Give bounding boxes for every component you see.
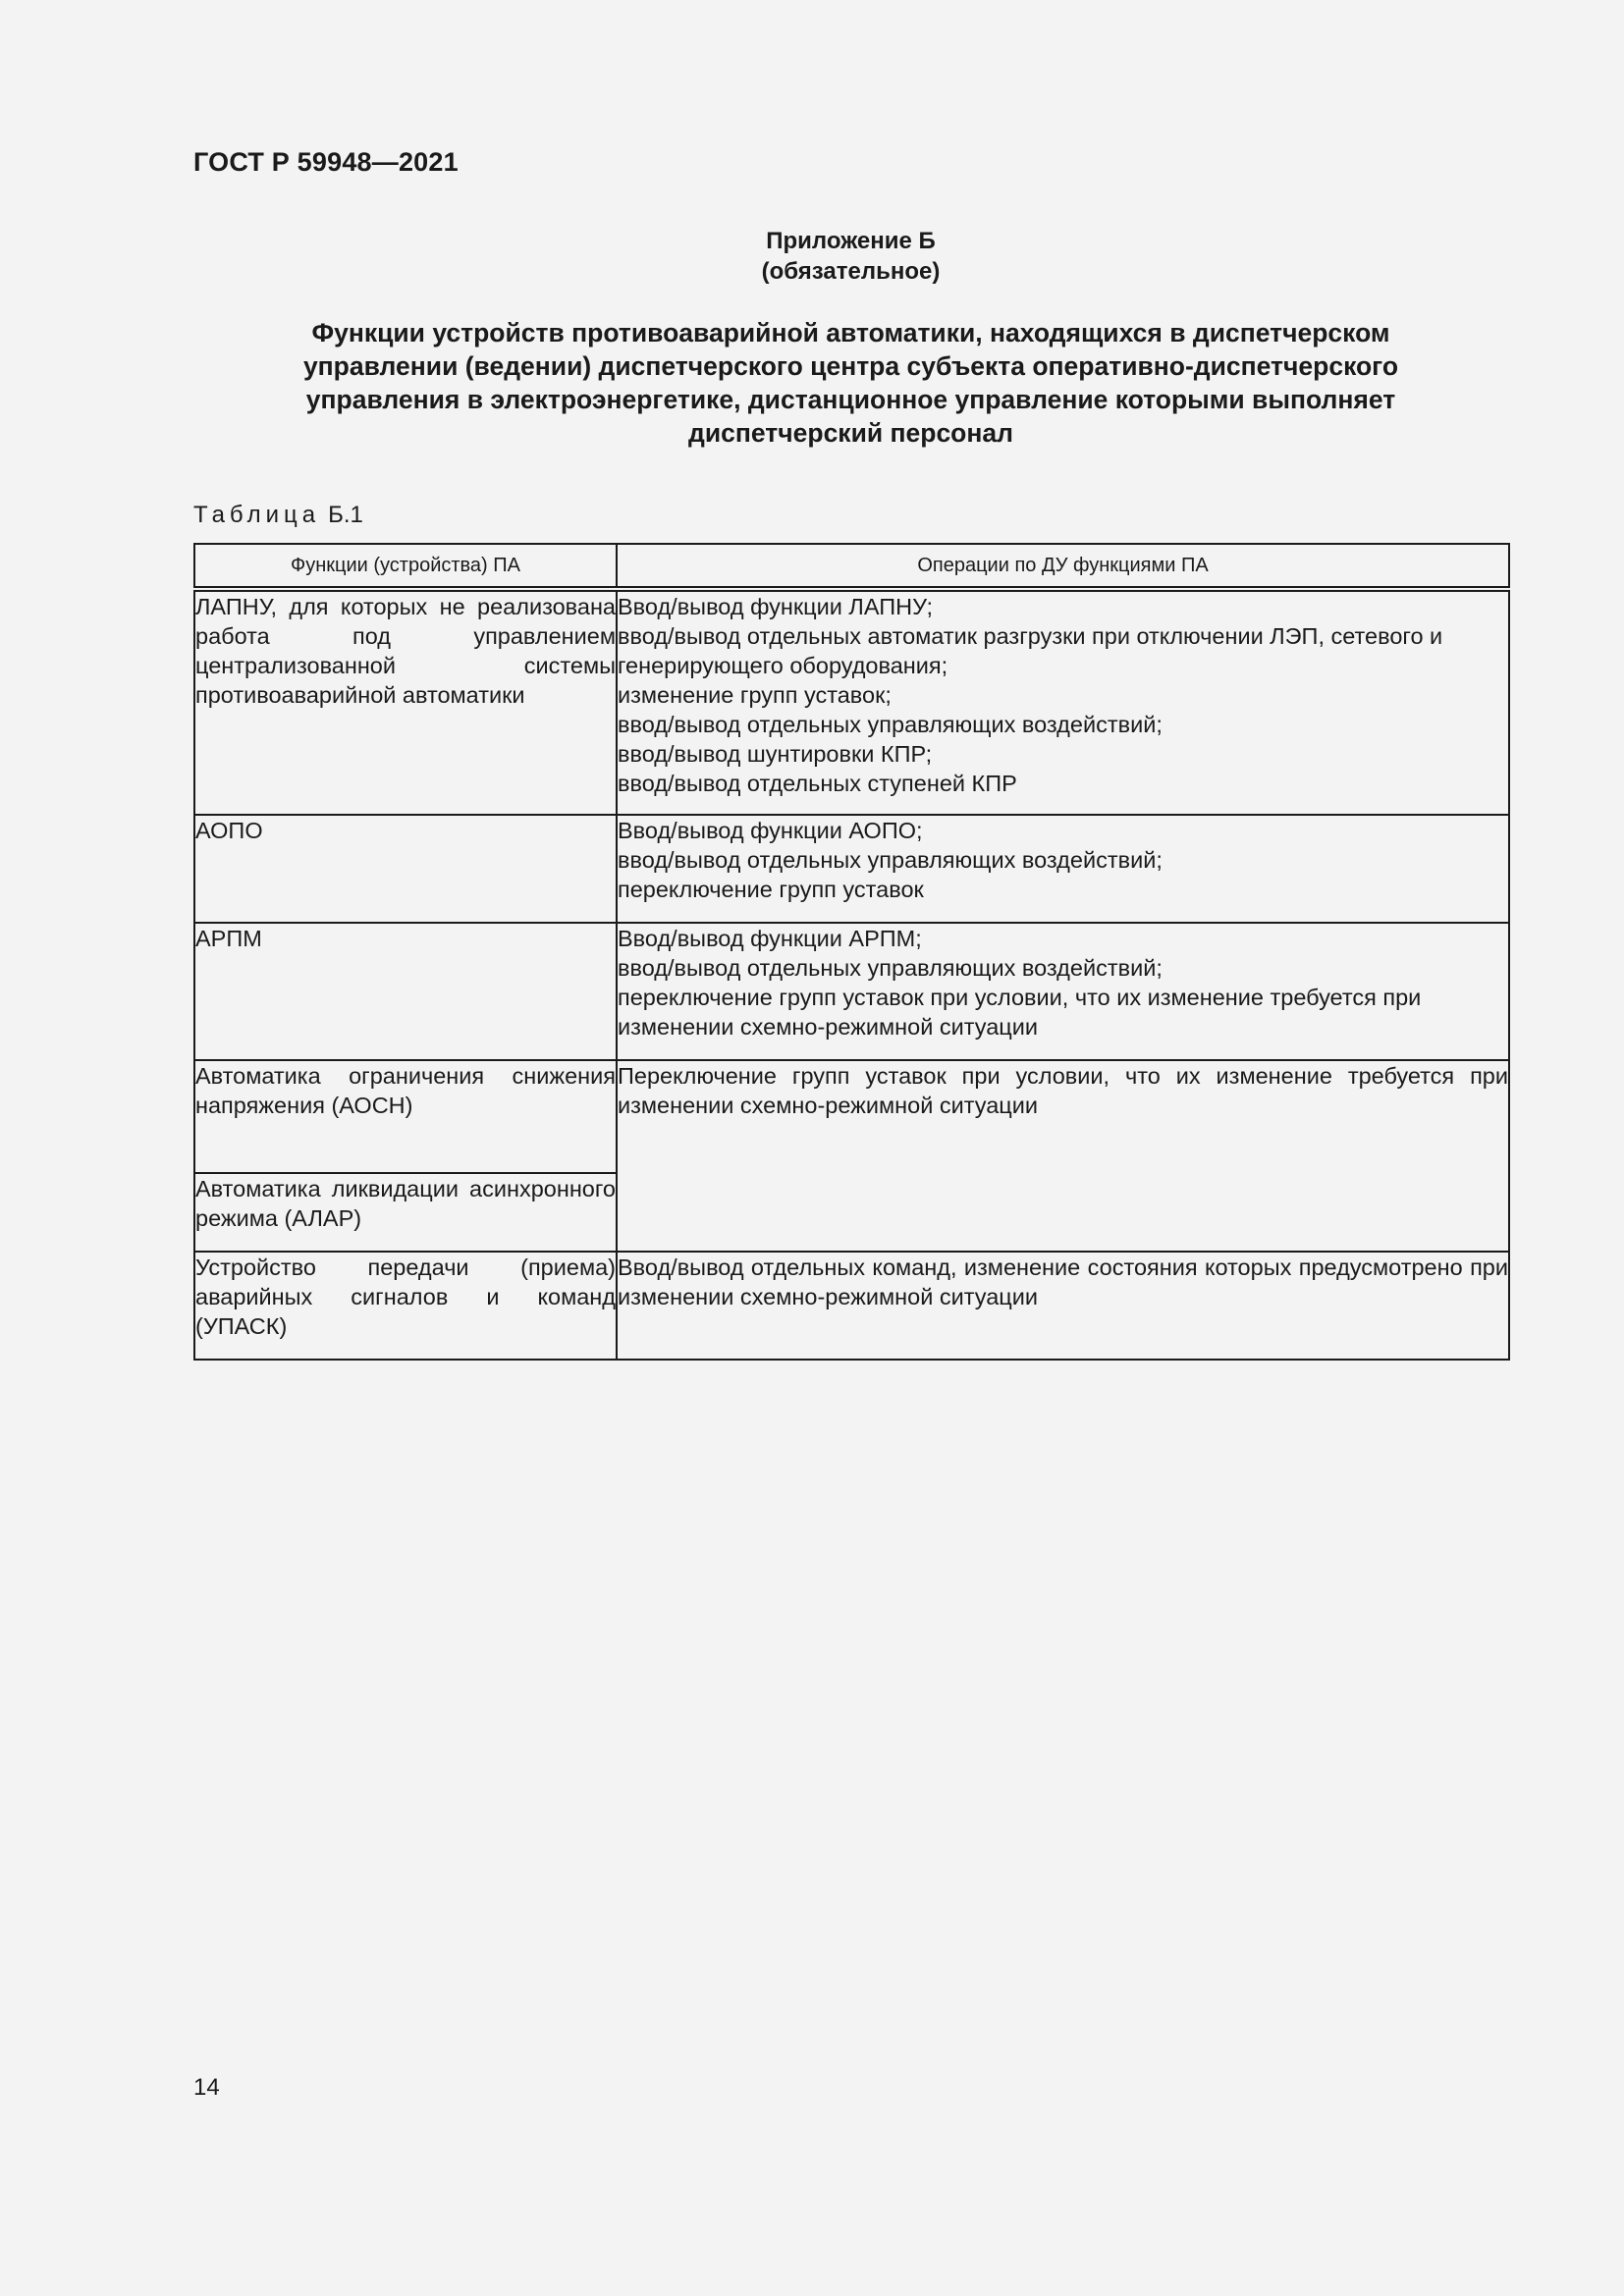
operation-item: переключение групп уставок при условии, что их изменение требуется при изменении схемно-режимной ситуации [618,985,1422,1040]
table-caption [193,502,363,529]
table-row [194,815,1509,923]
heading-line: Функции устройств противоаварийной автоматики, находящихся в диспетчерском [311,318,1390,347]
heading-line: управлении (ведении) диспетчерского центра субъекта оперативно-диспетчерского [302,351,1399,381]
appendix-status: (обязательное) [761,258,941,285]
table-row [194,589,1509,815]
header-functions: Функции (устройства) ПА [194,544,617,589]
table-row [194,1060,1509,1173]
function-cell: Устройство передачи (приема) аварийных сигналов и команд (УПАСК) [194,1252,617,1360]
function-cell: ЛАПНУ, для которых не реализована работа под управлением централизованной системы противоаварийной автоматики [194,589,617,815]
function-cell: АРПМ [194,923,617,1060]
heading-line: управления в электроэнергетике, дистанционное управление которыми выполняет [305,385,1396,414]
appendix-title [0,226,1624,287]
operations-cell [617,923,1509,1060]
table-row [194,1252,1509,1360]
operation-item: ввод/вывод отдельных ступеней КПР [618,771,1017,796]
operation-item: Ввод/вывод функции АОПО; [618,818,923,843]
appendix-heading [245,316,1456,450]
operation-item: Ввод/вывод функции ЛАПНУ; [618,594,934,619]
header-operations: Операции по ДУ функциями ПА [617,544,1509,589]
table-caption-number: Б.1 [328,502,363,528]
operation-item: Ввод/вывод отдельных команд, изменение состояния которых предусмотрено при изменении схемно-режимной ситуации [618,1255,1508,1309]
heading-line: диспетчерский персонал [688,418,1013,448]
operations-cell [617,1252,1509,1360]
functions-table [193,543,1510,1361]
table-header-row [194,544,1509,589]
function-cell: Автоматика ограничения снижения напряжения (АОСН) [194,1060,617,1173]
page-number: 14 [193,2074,220,2101]
operation-item: изменение групп уставок; [618,682,892,708]
function-cell: Автоматика ликвидации асинхронного режима (АЛАР) [194,1173,617,1252]
operation-item: переключение групп уставок [618,877,924,902]
operation-item: ввод/вывод отдельных управляющих воздействий; [618,955,1163,981]
operations-cell [617,815,1509,923]
operation-item: ввод/вывод отдельных управляющих воздействий; [618,712,1163,737]
operation-item: Ввод/вывод функции АРПМ; [618,926,922,951]
operations-cell [617,589,1509,815]
operation-item: ввод/вывод отдельных автоматик разгрузки при отключении ЛЭП, сетевого и генерирующего оборудования; [618,623,1443,678]
appendix-label: Приложение Б [766,228,936,254]
operation-item: Переключение групп уставок при условии, что их изменение требуется при изменении схемно-режимной ситуации [618,1063,1508,1118]
table-row [194,923,1509,1060]
operation-item: ввод/вывод отдельных управляющих воздействий; [618,847,1163,873]
document-code: ГОСТ Р 59948—2021 [193,147,459,177]
operation-item: ввод/вывод шунтировки КПР; [618,741,933,767]
function-cell: АОПО [194,815,617,923]
operations-cell [617,1060,1509,1252]
table-caption-word: Таблица [193,502,321,528]
